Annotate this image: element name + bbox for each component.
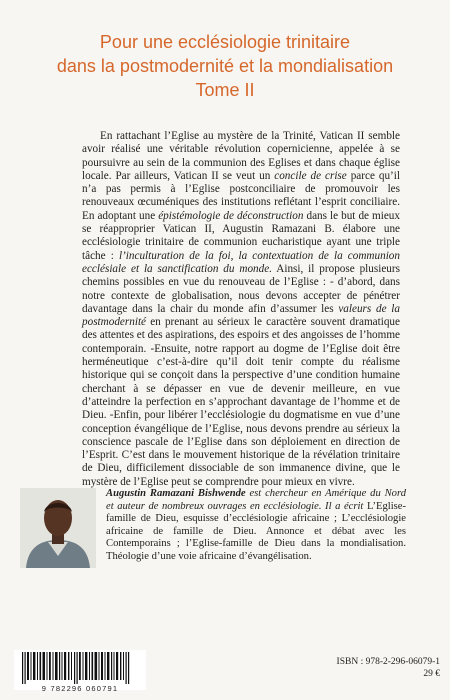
author-bio-text-3: L’Eglise-famille de Dieu, esquisse d’ecclésiologie africaine ; L’ecclésiologie africaine de famille de Dieu. Annonce et débat avec les Contemporains ; l’Eglise-famille de Dieu dans la mondialisation. Théologie d’une voie africaine d’évangélisation.	[106, 500, 406, 562]
author-name: Augustin Ramazani Bishwende	[106, 488, 246, 499]
summary-emphasis-4: valeurs de la postmodernité	[82, 302, 400, 329]
summary-text-1: En rattachant l’Eglise au mystère de la Trinité, Vatican II semble avoir réalisé une véritable révolution copernicienne, appelée à se poursuivre au sein de la communion des Eglises et dans chaque église locale. Par ailleurs, Vatican II se veut un	[82, 130, 400, 182]
summary-text-4: Ainsi, il propose plusieurs chemins possibles en vue du renouveau de l’Eglise : - d’abord, dans notre contexte de globalisation, nous devons accepter de pénétrer davantage dans la chair du monde afin d’assumer les	[82, 262, 400, 315]
author-bio	[106, 488, 406, 564]
summary-text-5: en prenant au sérieux le caractère souvent dramatique des attentes et des aspirations, des espoirs et des angoisses de l’homme contemporain. -Ensuite, notre rapport au dogme de l’Eglise doit être herméneutique c’est-à-dire qu’il doit tenir compte du réalisme historique qui se conçoit dans la perspective d’une condition humaine cherchant à se dépasser en vue de devenir meilleure, en vue d’atteindre la perfection en s’approchant davantage de l’homme et de Dieu. -Enfin, pour libérer l’ecclésiologie du dogmatisme en vue d’une conception évangélique de l’Eglise, nous devons prendre au sérieux la conscience pascale de l’Eglise dans son déploiement en direction de l’Esprit. C’est dans le mouvement historique de la révélation trinitaire de Dieu, difficilement dissociable de son immanence divine, que le mystère de l’Eglise peut se comprendre pour mieux en vivre.	[82, 316, 400, 488]
barcode-number: 9 782296 060791	[41, 684, 119, 693]
title-line-2: dans la postmodernité et la mondialisation	[56, 56, 394, 76]
title-line-1: Pour une ecclésiologie trinitaire	[99, 32, 351, 52]
author-photo	[20, 488, 96, 568]
price: 29 €	[423, 669, 440, 679]
back-cover-summary	[82, 130, 400, 489]
summary-text-3: dans le but de mieux se réapproprier Vatican II, Augustin Ramazani B. élabore une ecclésiologie trinitaire de communion eucharistique ayant une triple tâche :	[82, 209, 400, 262]
summary-emphasis-2: épistémologie de déconstruction	[158, 209, 304, 222]
summary-emphasis-1: concile de crise	[274, 169, 347, 182]
book-title	[0, 30, 450, 102]
summary-text-2: parce qu’il n’a pas permis à l’Eglise postconciliaire de promouvoir les renouveaux œcuméniques des institutions reflétant l’esprit conciliaire. En adoptant une	[82, 169, 400, 222]
author-bio-text-1: est chercheur en Amérique du Nord et auteur de nombreux ouvrages en ecclésiologie.	[106, 488, 406, 512]
author-bio-text-2: Il a écrit	[321, 500, 364, 512]
author-portrait-icon	[20, 488, 96, 568]
isbn: ISBN : 978-2-296-06079-1	[336, 657, 440, 667]
summary-emphasis-3: l’inculturation de la foi, la contextuation de la communion ecclésiale et la sanctification du monde.	[82, 249, 400, 275]
title-line-3: Tome II	[195, 80, 255, 100]
